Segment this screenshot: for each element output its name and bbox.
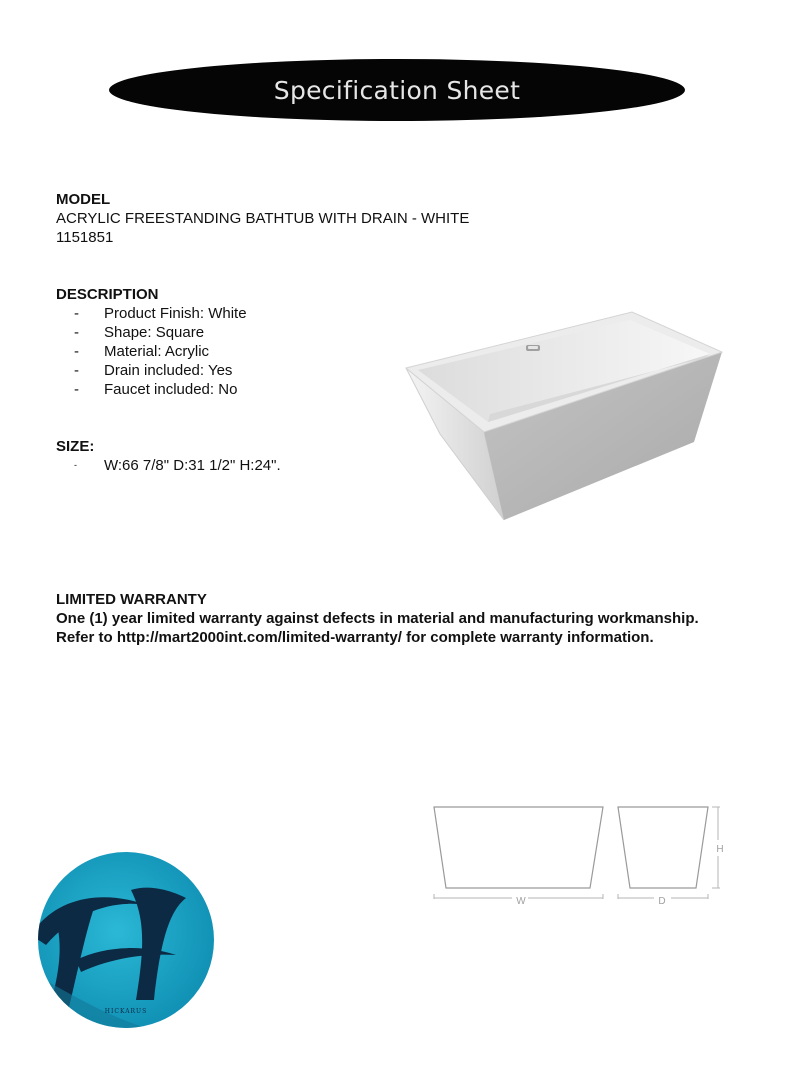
- warranty-heading: LIMITED WARRANTY: [56, 591, 207, 608]
- bullet-dash: -: [74, 381, 79, 398]
- page-title: Specification Sheet: [273, 75, 521, 105]
- height-label: H: [716, 844, 724, 855]
- bullet-dash: -: [74, 362, 79, 379]
- list-item: [56, 361, 247, 380]
- warranty-section: [56, 590, 699, 647]
- model-section: [56, 190, 469, 247]
- size-value: W:66 7/8" D:31 1/2" H:24".: [104, 457, 281, 474]
- company-logo: [36, 850, 216, 1030]
- width-label: W: [516, 896, 526, 907]
- list-item: [56, 323, 247, 342]
- list-item: [56, 380, 247, 399]
- list-item: [56, 304, 247, 323]
- dimension-diagram: [428, 800, 728, 910]
- bullet-dash: -: [74, 305, 79, 322]
- logo-text: HICKARUS: [104, 1008, 148, 1015]
- bullet-dash: -: [74, 460, 77, 470]
- description-item: Product Finish: White: [104, 305, 247, 322]
- description-item: Faucet included: No: [104, 381, 238, 398]
- bullet-dash: -: [74, 343, 79, 360]
- description-heading: DESCRIPTION: [56, 286, 159, 303]
- description-section: [56, 285, 247, 399]
- model-heading: MODEL: [56, 191, 111, 208]
- bathtub-image: [404, 310, 728, 525]
- depth-label: D: [658, 896, 666, 907]
- model-name: ACRYLIC FREESTANDING BATHTUB WITH DRAIN - WHITE: [56, 210, 470, 227]
- description-item: Shape: Square: [104, 324, 205, 341]
- description-item: Material: Acrylic: [104, 343, 210, 360]
- title-banner: [108, 58, 686, 122]
- list-item: [56, 342, 247, 361]
- warranty-text: One (1) year limited warranty against defects in material and manufacturing workmanship.: [56, 610, 699, 627]
- size-heading: SIZE:: [56, 438, 95, 455]
- bullet-dash: -: [74, 324, 79, 341]
- warranty-link-text: Refer to http://mart2000int.com/limited-warranty/ for complete warranty information.: [56, 629, 654, 646]
- list-item: [56, 456, 281, 475]
- size-section: [56, 437, 281, 475]
- model-number: 1151851: [56, 229, 114, 246]
- size-list: [56, 456, 281, 475]
- description-list: [56, 304, 247, 399]
- description-item: Drain included: Yes: [104, 362, 233, 379]
